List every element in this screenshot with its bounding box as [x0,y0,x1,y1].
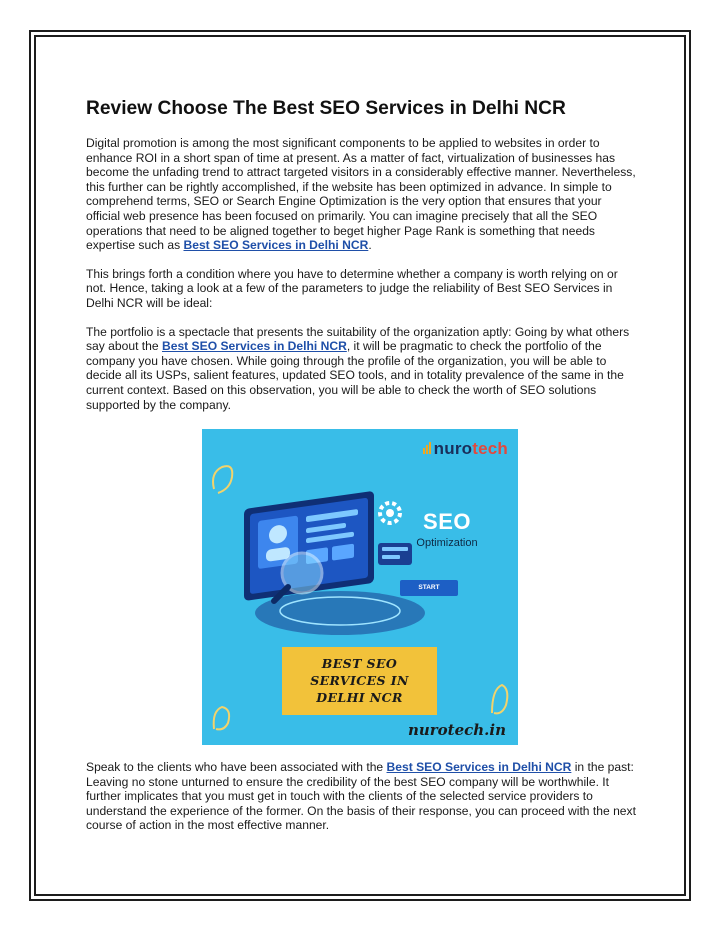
document-body [86,97,636,426]
seo-services-link[interactable]: Best SEO Services in Delhi NCR [183,238,369,253]
logo-text: nuro [433,439,473,458]
banner-line: BEST SEO [321,656,398,671]
paragraph-clients [86,760,636,833]
paragraph-intro-end: . [368,238,372,253]
paragraph-portfolio-text: The portfolio is a spectacle that presents the suitability of the organization aptly: Going by what others say about the [86,324,630,354]
seo-subheading: Optimization [416,537,478,549]
promo-image [202,429,518,745]
doodle-icon [210,701,236,735]
paragraph-portfolio [86,325,636,413]
banner-line: SERVICES IN [310,673,409,688]
seo-services-link[interactable]: Best SEO Services in Delhi NCR [386,760,572,774]
document-body-lower [86,760,636,847]
paragraph-portfolio-rest: , it will be pragmatic to check the portfolio of the company you have chosen. While going through the profile of the organization, you will be able to decide all its USPs, salient features, updated SEO tools, and in totality prevalence of the same in the current context. Based on this observation, you will be able to check the worth of SEO solutions supported by the company. [86,339,624,412]
start-button: START [400,580,458,596]
paragraph-clients-rest: in the past: Leaving no stone unturned to ensure the credibility of the best SEO company will be worthwhile. It further implicates that you must get in touch with the clients of the selected service providers to understand the experience of the former. On the basis of their response, you can proceed with the next course of action in the most effective manner. [86,760,636,833]
promo-domain: nurotech.in [407,721,506,739]
seo-services-link[interactable]: Best SEO Services in Delhi NCR [161,339,347,354]
paragraph-intro [86,136,636,253]
seo-heading: SEO [423,509,471,534]
paragraph-reliability: This brings forth a condition where you have to determine whether a company is worth relying on or not. Hence, taking a look at a few of the parameters to judge the reliability of Best SEO Services in Delhi NCR will be ideal: [86,266,618,310]
monitor-illustration-icon [230,473,430,643]
banner-line: DELHI NCR [316,690,403,705]
logo-accent-text: tech [472,439,508,458]
paragraph-clients-text: Speak to the clients who have been associated with the [86,760,387,774]
page-title: Review Choose The Best SEO Services in Delhi NCR [86,98,566,119]
brand-logo [423,439,508,459]
doodle-icon [488,679,514,719]
promo-banner [282,647,437,715]
gear-icon [380,503,400,523]
logo-bars-icon [423,439,432,459]
paragraph-intro-text: Digital promotion is among the most significant components to be applied to websites in order to enhance ROI in a short span of time at present. As a matter of fact, virtualization of businesses has become the unfading trend to attract targeted visitors in a considerably effective manner. Nevertheless, this further can be rightly accomplished, if the website has been optimized in advance. In simple to comprehend terms, SEO or Search Engine Optimization is the very option that ensures that your official web presence has been focused on primarily. You can imagine precisely that all the SEO operations that need to be aligned together to beget higher Page Rank is something that needs expertise such as [86,136,636,253]
